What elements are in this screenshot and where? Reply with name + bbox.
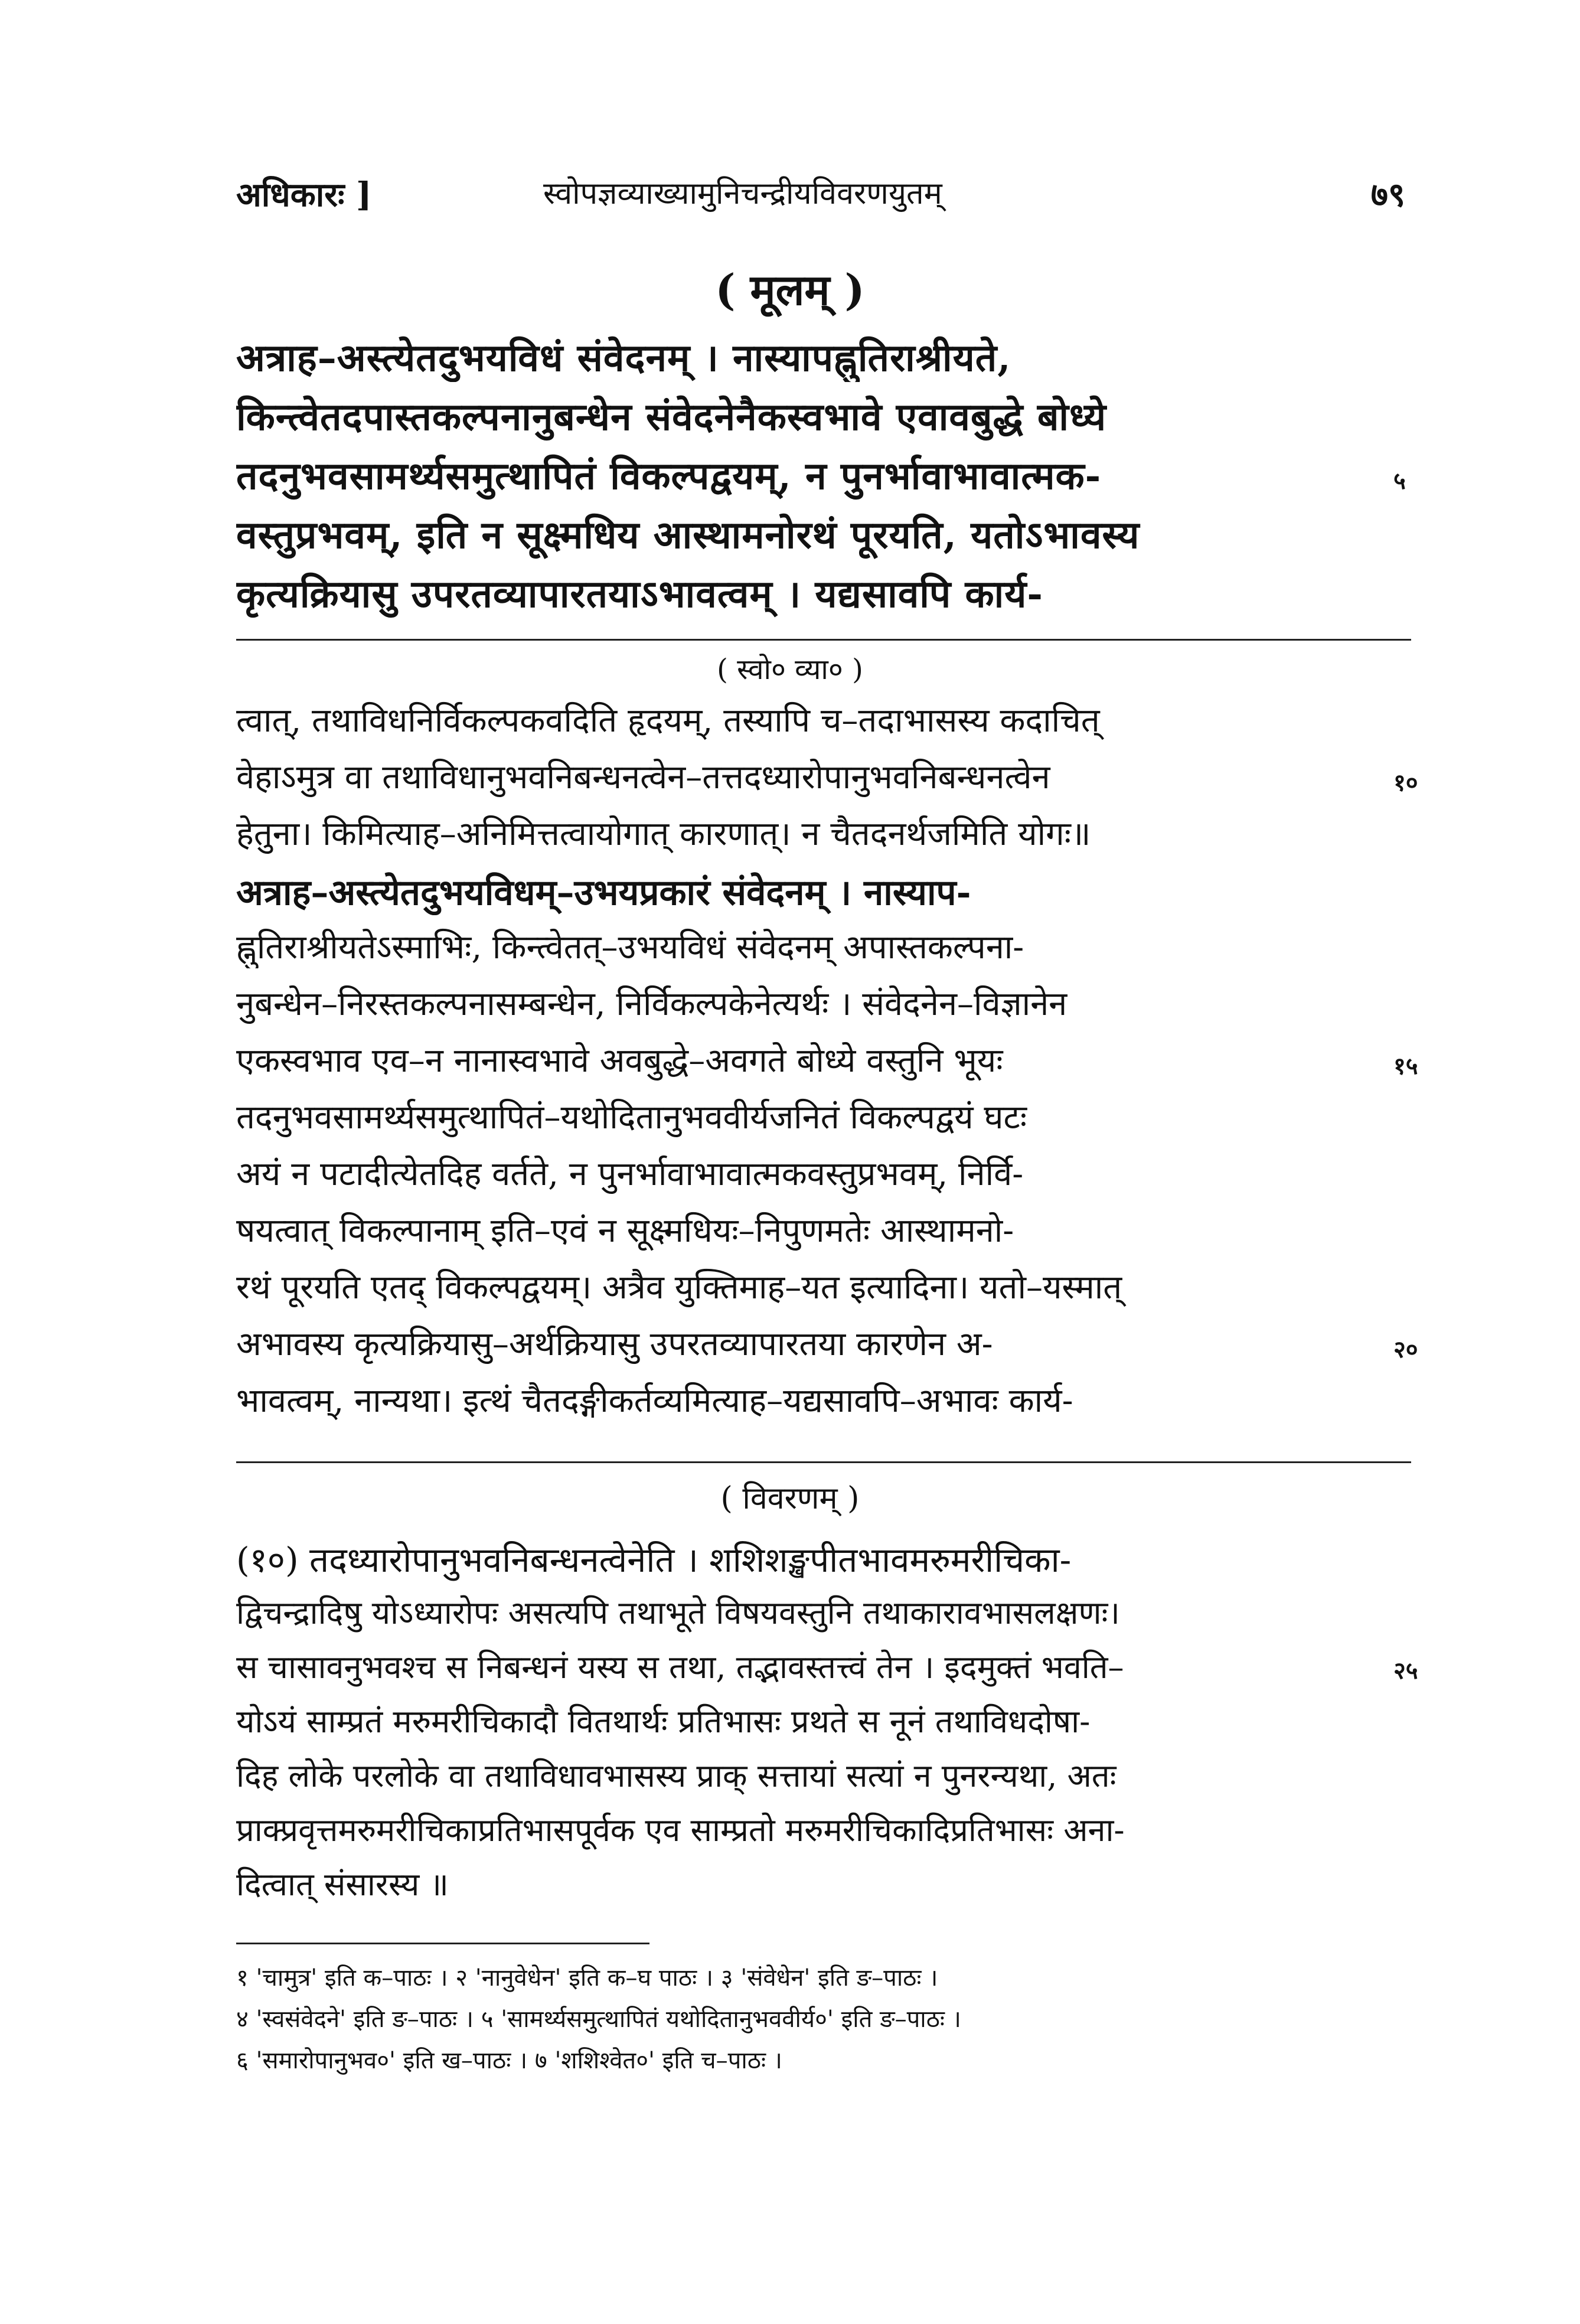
footnote-line: ६ 'समारोपानुभव०' इति ख–पाठः । ७ 'शशिश्वेत०' इति च–पाठः । — [236, 2047, 782, 2074]
mula-line: किन्त्वेतदपास्तकल्पनानुबन्धेन संवेदनेनैकस्वभावे एवावबुद्धे बोध्ये — [236, 395, 1107, 439]
commentary-line: त्वात्, तथाविधनिर्विकल्पकवदिति हृदयम्, तस्यापि च–तदाभासस्य कदाचित् — [236, 701, 1100, 740]
line-number: २५ — [1393, 1657, 1418, 1685]
footnote-divider — [236, 1943, 649, 1944]
commentary-line: रथं पूरयति एतद् विकल्पद्वयम्। अत्रैव युक्तिमाह–यत इत्यादिना। यतो–यस्मात् — [236, 1268, 1122, 1307]
commentary-line: एकस्वभाव एव–न नानास्वभावे अवबुद्धे–अवगते बोध्ये वस्तुनि भूयः — [236, 1042, 1003, 1080]
page-number: ७९ — [1370, 175, 1405, 214]
vivarana-line: द्विचन्द्रादिषु योऽध्यारोपः असत्यपि तथाभूते विषयवस्तुनि तथाकारावभासलक्षणः। — [236, 1594, 1120, 1631]
section-divider — [236, 1461, 1411, 1463]
commentary-line: अयं न पटादीत्येतदिह वर्तते, न पुनर्भावाभावात्मकवस्तुप्रभवम्, निर्वि- — [236, 1155, 1024, 1193]
mula-line: अत्राह–अस्त्येतदुभयविधं संवेदनम् । नास्यापह्नुतिराश्रीयते, — [236, 336, 1011, 380]
running-header — [236, 171, 1405, 224]
mula-line: तदनुभवसामर्थ्यसमुत्थापितं विकल्पद्वयम्, न पुनर्भावाभावात्मक- — [236, 454, 1102, 498]
commentary-line: षयत्वात् विकल्पानाम् इति–एवं न सूक्ष्मधियः–निपुणमतेः आस्थामनो- — [236, 1212, 1014, 1250]
section-title-vivarana: ( विवरणम् ) — [720, 1481, 860, 1516]
section-title-svopajna: ( स्वो० व्या० ) — [717, 653, 863, 686]
commentary-line: तदनुभवसामर्थ्यसमुत्थापितं–यथोदितानुभववीर्यजनितं विकल्पद्वयं घटः — [236, 1098, 1027, 1137]
commentary-line: नुबन्धेन–निरस्तकल्पनासम्बन्धेन, निर्विकल्पकेनेत्यर्थः । संवेदनेन–विज्ञानेन — [236, 985, 1068, 1023]
vivarana-line: दित्वात् संसारस्य ॥ — [236, 1866, 449, 1903]
commentary-line: भावत्वम्, नान्यथा। इत्थं चैतदङ्गीकर्तव्यमित्याह–यद्यसावपि–अभावः कार्य- — [236, 1382, 1073, 1420]
footnote-line: १ 'चामुत्र' इति क–पाठः । २ 'नानुवेधेन' इति क–घ पाठः । ३ 'संवेधेन' इति ङ–पाठः । — [236, 1964, 938, 1992]
commentary-line: हेतुना। किमित्याह–अनिमित्तत्वायोगात् कारणात्। न चैतदनर्थजमिति योगः॥ — [236, 815, 1091, 853]
mula-line: कृत्यक्रियासु उपरतव्यापारतयाऽभावत्वम् । यद्यसावपि कार्य- — [236, 572, 1043, 616]
line-number: ५ — [1393, 467, 1406, 495]
commentary-line: अभावस्य कृत्यक्रियासु–अर्थक्रियासु उपरतव्यापारतया कारणेन अ- — [236, 1325, 993, 1363]
mula-line: वस्तुप्रभवम्, इति न सूक्ष्मधिय आस्थामनोरथं पूरयति, यतोऽभावस्य — [236, 513, 1140, 557]
vivarana-line: प्राक्प्रवृत्तमरुमरीचिकाप्रतिभासपूर्वक एव साम्प्रतो मरुमरीचिकादिप्रतिभासः अना- — [236, 1811, 1125, 1849]
vivarana-text — [236, 1535, 1411, 1948]
line-number: २० — [1393, 1336, 1418, 1363]
vivarana-line: स चासावनुभवश्च स निबन्धनं यस्य स तथा, तद्भावस्तत्त्वं तेन । इदमुक्तं भवति– — [236, 1649, 1124, 1686]
section-title-mula: ( मूलम् ) — [715, 265, 865, 315]
line-number: १५ — [1393, 1052, 1418, 1080]
section-divider — [236, 639, 1411, 641]
footnotes — [236, 1960, 1411, 2102]
vivarana-line: योऽयं साम्प्रतं मरुमरीचिकादौ वितथार्थः प्रतिभासः प्रथते स नूनं तथाविधदोषा- — [236, 1703, 1091, 1740]
commentary-line: अत्राह–अस्त्येतदुभयविधम्–उभयप्रकारं संवेदनम् । नास्याप- — [236, 872, 971, 913]
vivarana-line: दिह लोके परलोके वा तथाविधावभासस्य प्राक् सत्तायां सत्यां न पुनरन्यथा, अतः — [236, 1757, 1117, 1794]
vivarana-line: (१०) तदध्यारोपानुभवनिबन्धनत्वेनेति । शशिशङ्खपीतभावमरुमरीचिका- — [236, 1540, 1072, 1580]
header-chapter: अधिकारः ] — [236, 175, 372, 214]
commentary-line: ह्नुतिराश्रीयतेऽस्माभिः, किन्त्वेतत्–उभयविधं संवेदनम् अपास्तकल्पना- — [236, 928, 1024, 967]
line-number: १० — [1393, 769, 1418, 797]
footnote-line: ४ 'स्वसंवेदने' इति ङ–पाठः । ५ 'सामर्थ्यसमुत्थापितं यथोदितानुभववीर्य०' इति ङ–पाठः । — [236, 2006, 961, 2033]
header-title: स्वोपज्ञव्याख्यामुनिचन्द्रीयविवरणयुतम् — [543, 176, 942, 211]
commentary-line: वेहाऽमुत्र वा तथाविधानुभवनिबन्धनत्वेन–तत्तदध्यारोपानुभवनिबन्धनत्वेन — [236, 758, 1050, 797]
mula-text — [236, 331, 1411, 638]
svopajna-commentary — [236, 697, 1411, 1464]
